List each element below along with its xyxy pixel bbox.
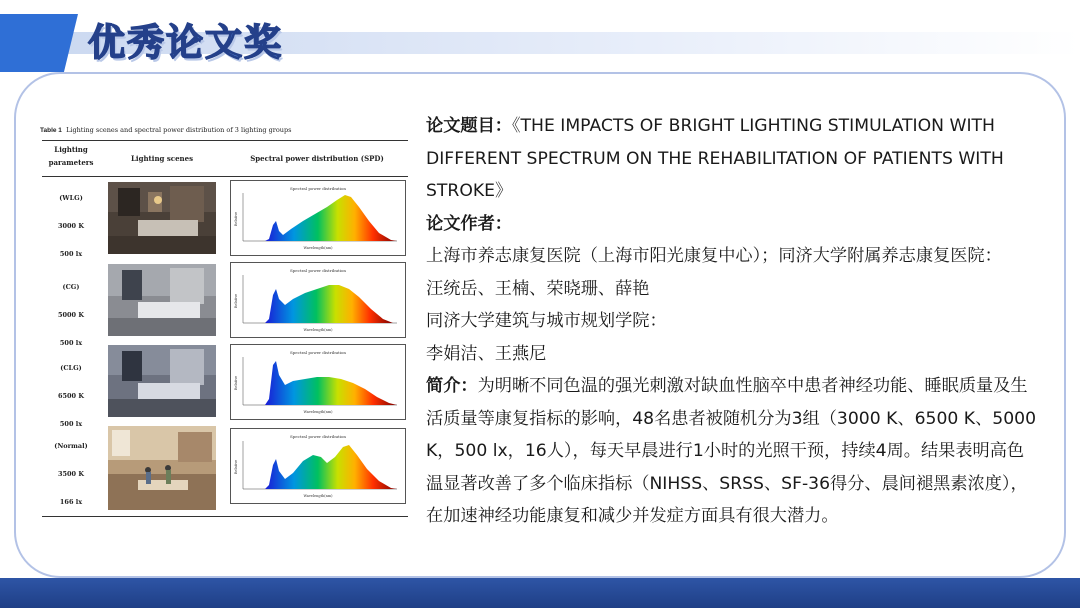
spd-title: Spectral power distribution [289, 434, 347, 439]
abstract-label: 简介： [426, 376, 478, 396]
spd-xlabel: Wavelength(nm) [303, 246, 333, 250]
header-accent-block [0, 14, 78, 72]
spd-title: Spectral power distribution [289, 268, 347, 273]
paper-title-label: 论文题目： [426, 116, 512, 136]
spd-chart-wlg [230, 180, 406, 256]
paper-title-value: 《THE IMPACTS OF BRIGHT LIGHTING STIMULATION WITH DIFFERENT SPECTRUM ON THE REHABILITATION OF PATIENTS WITH STROKE》 [426, 116, 1004, 201]
abstract-text: 为明晰不同色温的强光刺激对缺血性脑卒中患者神经功能、睡眠质量及生活质量等康复指标的影响，48名患者被随机分为3组（3000 K、6500 K、5000 K，500 lx，16人），每天早晨进行1小时的光照干预，持续4周。结果表明高色温显著改善了多个临床指标（NIHSS、SRSS、SF-36得分、晨间褪黑素浓度），在加速神经功能康复和减少并发症方面具有很大潜力。 [426, 376, 1036, 526]
row-group: (WLG) [59, 194, 83, 202]
table-row-params [40, 354, 102, 438]
row-lux: 500 lx [59, 250, 83, 258]
spd-ylabel: Relative [234, 459, 238, 475]
col-header-params [40, 143, 102, 170]
spd-chart-cg [230, 262, 406, 338]
lighting-table-figure [40, 126, 410, 518]
col-header-params-line1: Lighting [54, 145, 88, 154]
paper-info [426, 110, 1038, 533]
scene-photo-clg [108, 345, 216, 417]
authors-1: 汪统岳、王楠、荣晓珊、薛艳 [426, 278, 650, 299]
footer-band [0, 578, 1080, 608]
spd-xlabel: Wavelength(nm) [303, 494, 333, 498]
table-caption [40, 126, 291, 134]
row-cct: 5000 K [57, 311, 84, 319]
row-lux: 500 lx [59, 339, 83, 347]
table-row-params [40, 273, 102, 357]
row-group: (CG) [62, 283, 80, 291]
authors-2: 李娟洁、王燕尼 [426, 343, 547, 364]
row-group: (Normal) [54, 442, 88, 450]
col-header-spd: Spectral power distribution (SPD) [250, 154, 384, 163]
spd-xlabel: Wavelength(nm) [303, 328, 333, 332]
affiliation-1: 上海市养志康复医院（上海市阳光康复中心）；同济大学附属养志康复医院： [426, 246, 1002, 266]
row-cct: 3000 K [57, 222, 84, 230]
table-row-params [40, 184, 102, 268]
row-group: (CLG) [60, 364, 82, 372]
scene-photo-wlg [108, 182, 216, 254]
page-title: 优秀论文奖 [88, 21, 283, 64]
col-header-scenes: Lighting scenes [130, 154, 194, 163]
spd-chart-normal [230, 428, 406, 504]
paper-title [426, 110, 1038, 208]
table-header-rule [42, 176, 408, 177]
paper-author-heading [426, 208, 1038, 241]
table-top-rule [42, 140, 408, 141]
table-bottom-rule [42, 516, 408, 517]
row-cct: 6500 K [57, 392, 84, 400]
spd-title: Spectral power distribution [289, 350, 347, 355]
spd-ylabel: Relative [234, 293, 238, 309]
col-header-params-line2: parameters [48, 158, 94, 168]
table-caption-label: Table 1 [40, 127, 62, 134]
row-lux: 166 lx [59, 498, 83, 506]
row-lux: 500 lx [59, 420, 83, 428]
scene-photo-normal [108, 426, 216, 510]
row-cct: 3500 K [57, 470, 84, 478]
spd-title: Spectral power distribution [289, 186, 347, 191]
spd-xlabel: Wavelength(nm) [303, 410, 333, 414]
table-row-params [40, 432, 102, 516]
spd-ylabel: Relative [234, 375, 238, 391]
spd-chart-clg [230, 344, 406, 420]
table-caption-text: Lighting scenes and spectral power distribution of 3 lighting groups [66, 126, 292, 134]
affiliation-2: 同济大学建筑与城市规划学院： [426, 311, 667, 331]
paper-author-label: 论文作者： [426, 213, 512, 234]
paper-abstract [426, 370, 1038, 533]
scene-photo-cg [108, 264, 216, 336]
spd-ylabel: Relative [234, 211, 238, 227]
